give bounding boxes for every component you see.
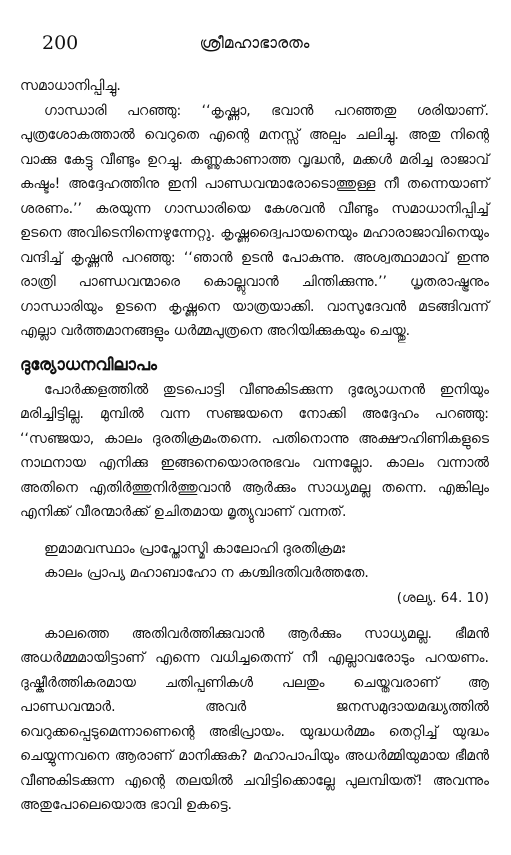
paragraph-closing: കാലത്തെ അതിവർത്തിക്കുവാൻ ആർക്കും സാധ്യമല്ല. ഭീമൻ അധർമ്മമായിട്ടാണ് എന്നെ വധിച്ചതെന്ന് നീ എല്ലാവരോടും പറയണം. ദുഷ്കീർത്തികരമായ ചതിപ്പണികൾ പലതും ചെയ്തവരാണ് ആ പാണ്ഡവന്മാർ. അവർ ജനസമുദായമദ്ധ്യത്തിൽ വെറുക്കപ്പെടുമെന്നാണെന്റെ അഭിപ്രായം. യുദ്ധധർമ്മം തെറ്റിച്ച് യുദ്ധം ചെയ്യുന്നവനെ ആരാണ് മാനിക്കുക? മഹാപാപിയും അധർമ്മിയുമായ ഭീമൻ വീണുകിടക്കുന്ന എന്റെ തലയിൽ ചവിട്ടിക്കൊല്ലേ പുലമ്പിയത്! അവന്നും അതുപോലെയൊരു ഭാവി ഉകട്ടെ. xyxy=(20,625,489,813)
running-title: ശ്രീമഹാഭാരതം xyxy=(199,34,310,52)
page-header xyxy=(20,0,489,62)
verse-line-1: ഇമാമവസ്ഥാം പ്രാപ്തോസ്മി കാലോഹി ദുരതിക്രമഃ xyxy=(44,540,345,557)
paragraph-duryodhana-lament: പോർക്കളത്തിൽ തുടപൊട്ടി വീണുകിടക്കുന്ന ദുര്യോധനൻ ഇനിയും മരിച്ചിട്ടില്ല. മുമ്പിൽ വന്ന സഞ്ജയനെ നോക്കി അദ്ദേഹം പറഞ്ഞു: ‘‘സഞ്ജയാ, കാലം ദുരതിക്രമംതന്നെ. പതിനൊന്നു അക്ഷൗഹിണികളുടെ നാഥനായ എനിക്കു ഇങ്ങനെയൊരനുഭവം വന്നല്ലോ. കാലം വന്നാൽ അതിനെ എതിർത്തുനിർത്തുവാൻ ആർക്കും സാധ്യമല്ല തന്നെ. എങ്കിലും എനിക്ക് വീരന്മാർക്ക് ഉചിതമായ മൃത്യുവാണ് വന്നത്. xyxy=(20,381,489,520)
page-number: 200 xyxy=(42,32,79,54)
verse-line-2: കാലം പ്രാപ്യ മഹാബാഹോ ന കശ്ചിദതിവർത്തതേ. xyxy=(44,564,369,581)
section-heading: ദുര്യോധനവിലാപം xyxy=(20,354,157,374)
page-body xyxy=(20,74,489,818)
paragraph-gandhari-speech: ഗാന്ധാരി പറഞ്ഞു: ‘‘കൃഷ്ണാ, ഭവാൻ പറഞ്ഞതു ശരിയാണ്. പുത്രശോകത്താൽ വെറുതെ എന്റെ മനസ്സ് അല്പം ചലിച്ചു. അതു നിന്റെ വാക്കു കേട്ടു വീണ്ടും ഉറച്ചു. കണ്ണുകാണാത്ത വൃദ്ധൻ, മക്കൾ മരിച്ച രാജാവ് കഷ്ടം! അദ്ദേഹത്തിനു ഇനി പാണ്ഡവന്മാരോടൊത്തുള്ള നീ തന്നെയാണ് ശരണം.’’ കരയുന്ന ഗാന്ധാരിയെ കേശവൻ വീണ്ടും സമാധാനിപ്പിച്ച് ഉടനെ അവിടെനിന്നെഴുന്നേറ്റു. കൃഷ്ണദ്വൈപായനെയും മഹാരാജാവിനെയും വന്ദിച്ച് കൃഷ്ണൻ പറഞ്ഞു: ‘‘ഞാൻ ഉടൻ പോകുന്നു. അശ്വത്ഥാമാവ് ഇന്നു രാത്രി പാണ്ഡവന്മാരെ കൊല്ലുവാൻ ചിന്തിക്കുന്നു.’’ ധൃതരാഷ്ട്രനും ഗാന്ധാരിയും ഉടനെ കൃഷ്ണനെ യാത്രയാക്കി. വാസുദേവൻ മടങ്ങിവന്ന് എല്ലാ വർത്തമാനങ്ങളും ധർമ്മപുത്രനെ അറിയിക്കുകയും ചെയ്തു. xyxy=(20,102,489,339)
paragraph-continuation: സമാധാനിപ്പിച്ചു. xyxy=(20,78,121,94)
verse-citation: (ശല്യ. 64. 10) xyxy=(396,589,489,606)
sanskrit-verse xyxy=(44,537,489,610)
